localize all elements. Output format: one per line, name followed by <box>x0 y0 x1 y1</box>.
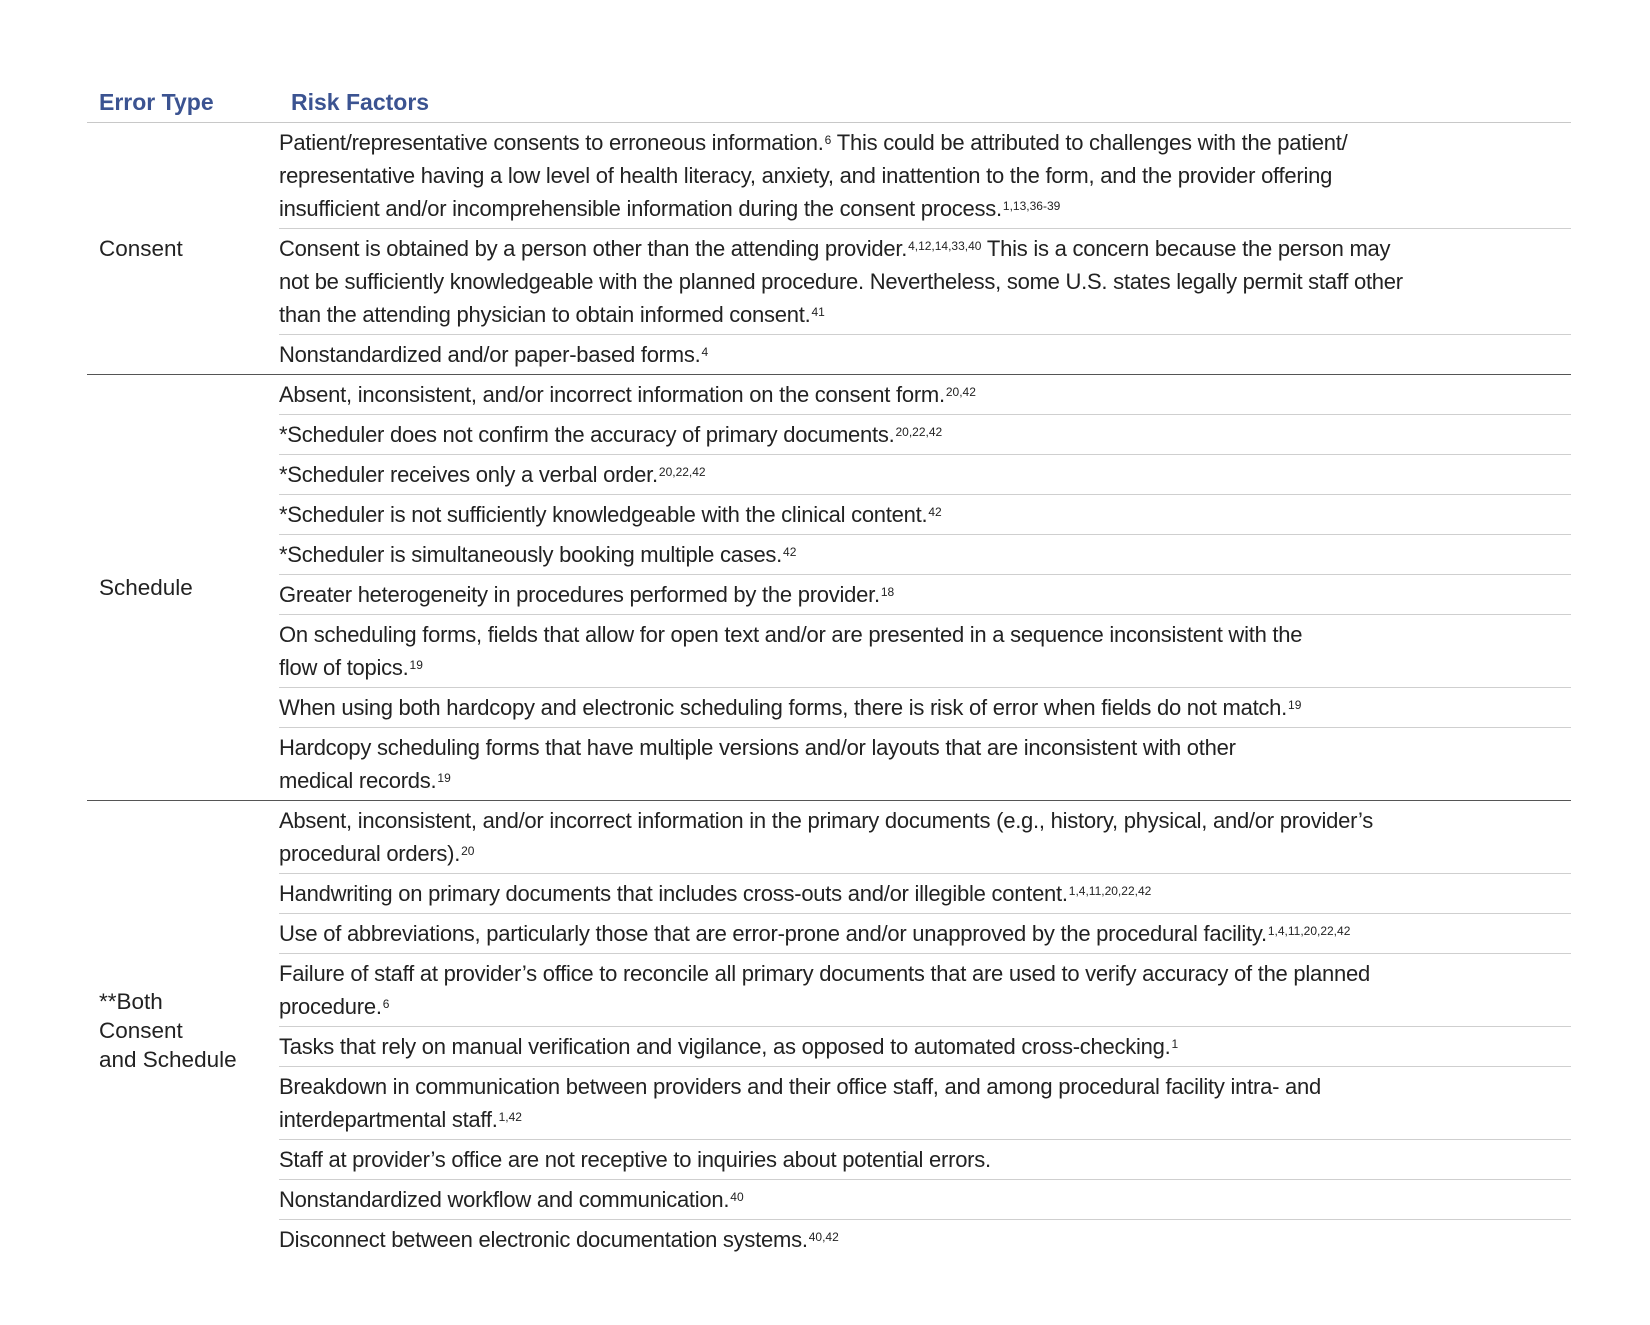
citation-superscript: 19 <box>1288 698 1302 712</box>
risk-factor-row <box>279 575 1571 615</box>
risk-factor-text: Use of abbreviations, particularly those that are error-prone and/or unapproved by the procedural facility. <box>279 921 1267 946</box>
risk-factor-line <box>279 192 1571 225</box>
risk-factor-row <box>279 914 1571 954</box>
table-body <box>87 123 1571 1259</box>
risk-factor-text: Staff at provider’s office are not receptive to inquiries about potential errors. <box>279 1147 991 1172</box>
risk-factor-text: representative having a low level of health literacy, anxiety, and inattention to the form, and the provider offering <box>279 163 1333 188</box>
risk-factor-line <box>279 1103 1571 1136</box>
risk-factor-line <box>279 877 1571 910</box>
risk-factor-line <box>279 804 1571 837</box>
risk-factor-line <box>279 1030 1571 1063</box>
citation-superscript: 40,42 <box>808 1230 839 1244</box>
citation-superscript: 41 <box>811 305 825 319</box>
risk-factor-text: flow of topics. <box>279 655 409 680</box>
risk-factor-text: Absent, inconsistent, and/or incorrect information in the primary documents (e.g., history, physical, and/or provider’s <box>279 808 1374 833</box>
risk-factor-row <box>279 728 1571 800</box>
risk-factor-text: This is a concern because the person may <box>981 236 1391 261</box>
risk-factor-text: When using both hardcopy and electronic scheduling forms, there is risk of error when fields do not match. <box>279 695 1288 720</box>
risk-factor-text: Nonstandardized and/or paper-based forms. <box>279 342 701 367</box>
risk-factor-row <box>279 615 1571 688</box>
risk-factor-text: *Scheduler receives only a verbal order. <box>279 462 658 487</box>
error-type-label: Consent <box>99 236 183 261</box>
citation-superscript: 1,4,11,20,22,42 <box>1068 884 1152 898</box>
citation-superscript: 20 <box>461 844 475 858</box>
risk-factor-line <box>279 418 1571 451</box>
header-risk-factors: Risk Factors <box>291 88 430 115</box>
risk-factor-text: procedure. <box>279 994 382 1019</box>
risk-factor-text: Hardcopy scheduling forms that have multiple versions and/or layouts that are inconsistent with other <box>279 735 1236 760</box>
citation-superscript: 18 <box>880 585 895 599</box>
risk-factor-text: Patient/representative consents to erroneous information. <box>279 130 824 155</box>
error-type-label: Schedule <box>99 575 193 600</box>
risk-factor-text: Failure of staff at provider’s office to reconcile all primary documents that are used to verify accuracy of the planned <box>279 961 1370 986</box>
risk-factor-text: Tasks that rely on manual verification and vigilance, as opposed to automated cross-checking. <box>279 1034 1171 1059</box>
risk-factor-text: Handwriting on primary documents that includes cross-outs and/or illegible content. <box>279 881 1068 906</box>
risk-factor-text: On scheduling forms, fields that allow for open text and/or are presented in a sequence inconsistent with the <box>279 622 1303 647</box>
risk-factor-text: Absent, inconsistent, and/or incorrect information on the consent form. <box>279 382 945 407</box>
risk-factor-text: interdepartmental staff. <box>279 1107 498 1132</box>
citation-superscript: 42 <box>783 545 797 559</box>
risk-factor-text: Consent is obtained by a person other than the attending provider. <box>279 236 908 261</box>
risk-factor-row <box>279 1027 1571 1067</box>
risk-factor-line <box>279 917 1571 950</box>
risk-factor-text: Disconnect between electronic documentation systems. <box>279 1227 808 1252</box>
risk-factor-line <box>279 1143 1571 1176</box>
risk-factor-line <box>279 265 1571 298</box>
risk-factor-text: This could be attributed to challenges with the patient/ <box>831 130 1348 155</box>
risk-factor-row <box>279 1067 1571 1140</box>
risk-factor-row <box>279 123 1571 229</box>
risk-factor-line <box>279 957 1571 990</box>
citation-superscript: 20,22,42 <box>658 465 706 479</box>
citation-superscript: 6 <box>382 997 390 1011</box>
error-type-label: **Both Consent and Schedule <box>99 988 237 1072</box>
citation-superscript: 20,42 <box>945 385 976 399</box>
risk-factor-text: *Scheduler does not confirm the accuracy of primary documents. <box>279 422 895 447</box>
citation-superscript: 4,12,14,33,40 <box>908 239 982 253</box>
risk-factor-line <box>279 458 1571 491</box>
risk-factor-row <box>279 954 1571 1027</box>
risk-factor-row <box>279 874 1571 914</box>
risk-factor-line <box>279 1183 1571 1216</box>
risk-factor-row <box>279 335 1571 374</box>
risk-factor-line <box>279 691 1571 724</box>
risk-factors-table <box>87 82 1571 1259</box>
risk-factor-text: procedural orders). <box>279 841 461 866</box>
risk-factor-line <box>279 578 1571 611</box>
citation-superscript: 40 <box>730 1190 744 1204</box>
citation-superscript: 42 <box>928 505 942 519</box>
risk-factor-line <box>279 618 1571 651</box>
risk-factor-line <box>279 1223 1571 1256</box>
risk-factor-text: Greater heterogeneity in procedures performed by the provider. <box>279 582 880 607</box>
risk-factor-line <box>279 298 1571 331</box>
risk-factor-row <box>279 1180 1571 1220</box>
citation-superscript: 1,4,11,20,22,42 <box>1267 924 1351 938</box>
risk-factor-row <box>279 1220 1571 1259</box>
risk-factor-line <box>279 232 1571 265</box>
risk-factor-line <box>279 378 1571 411</box>
risk-factor-line <box>279 338 1571 371</box>
header-error-type: Error Type <box>99 88 214 115</box>
error-type-cell <box>87 123 279 374</box>
risk-factor-line <box>279 990 1571 1023</box>
risk-factor-row <box>279 688 1571 728</box>
citation-superscript: 4 <box>701 345 709 359</box>
citation-superscript: 20,22,42 <box>895 425 943 439</box>
risk-factor-line <box>279 837 1571 870</box>
risk-factor-text: not be sufficiently knowledgeable with the planned procedure. Nevertheless, some U.S. states legally permit staff other <box>279 269 1403 294</box>
citation-superscript: 19 <box>409 658 423 672</box>
citation-superscript: 1,42 <box>498 1110 522 1124</box>
risk-factor-row <box>279 455 1571 495</box>
risk-factor-row <box>279 495 1571 535</box>
table-header <box>87 82 1571 123</box>
risk-factor-text: *Scheduler is simultaneously booking multiple cases. <box>279 542 783 567</box>
risk-factor-row <box>279 1140 1571 1180</box>
risk-factor-text: *Scheduler is not sufficiently knowledgeable with the clinical content. <box>279 502 928 527</box>
risk-factor-line <box>279 498 1571 531</box>
risk-factor-list <box>279 801 1571 1259</box>
risk-factor-row <box>279 801 1571 874</box>
citation-superscript: 1,13,36-39 <box>1002 199 1061 213</box>
error-type-group <box>87 375 1571 801</box>
citation-superscript: 1 <box>1171 1037 1179 1051</box>
risk-factor-line <box>279 731 1571 764</box>
risk-factor-row <box>279 415 1571 455</box>
error-type-cell <box>87 375 279 800</box>
risk-factor-row <box>279 535 1571 575</box>
risk-factor-text: insufficient and/or incomprehensible information during the consent process. <box>279 196 1002 221</box>
risk-factor-line <box>279 764 1571 797</box>
citation-superscript: 19 <box>437 771 451 785</box>
risk-factor-list <box>279 375 1571 800</box>
risk-factor-line <box>279 126 1571 159</box>
error-type-cell <box>87 801 279 1259</box>
risk-factor-text: Nonstandardized workflow and communication. <box>279 1187 730 1212</box>
risk-factor-line <box>279 651 1571 684</box>
citation-superscript: 6 <box>824 133 832 147</box>
risk-factor-line <box>279 538 1571 571</box>
risk-factor-row <box>279 229 1571 335</box>
risk-factor-line <box>279 1070 1571 1103</box>
error-type-group <box>87 123 1571 375</box>
risk-factor-row <box>279 375 1571 415</box>
error-type-group <box>87 801 1571 1259</box>
risk-factor-list <box>279 123 1571 374</box>
risk-factor-text: Breakdown in communication between providers and their office staff, and among procedural facility intra- and <box>279 1074 1321 1099</box>
risk-factor-text: than the attending physician to obtain informed consent. <box>279 302 811 327</box>
risk-factor-line <box>279 159 1571 192</box>
risk-factor-text: medical records. <box>279 768 437 793</box>
